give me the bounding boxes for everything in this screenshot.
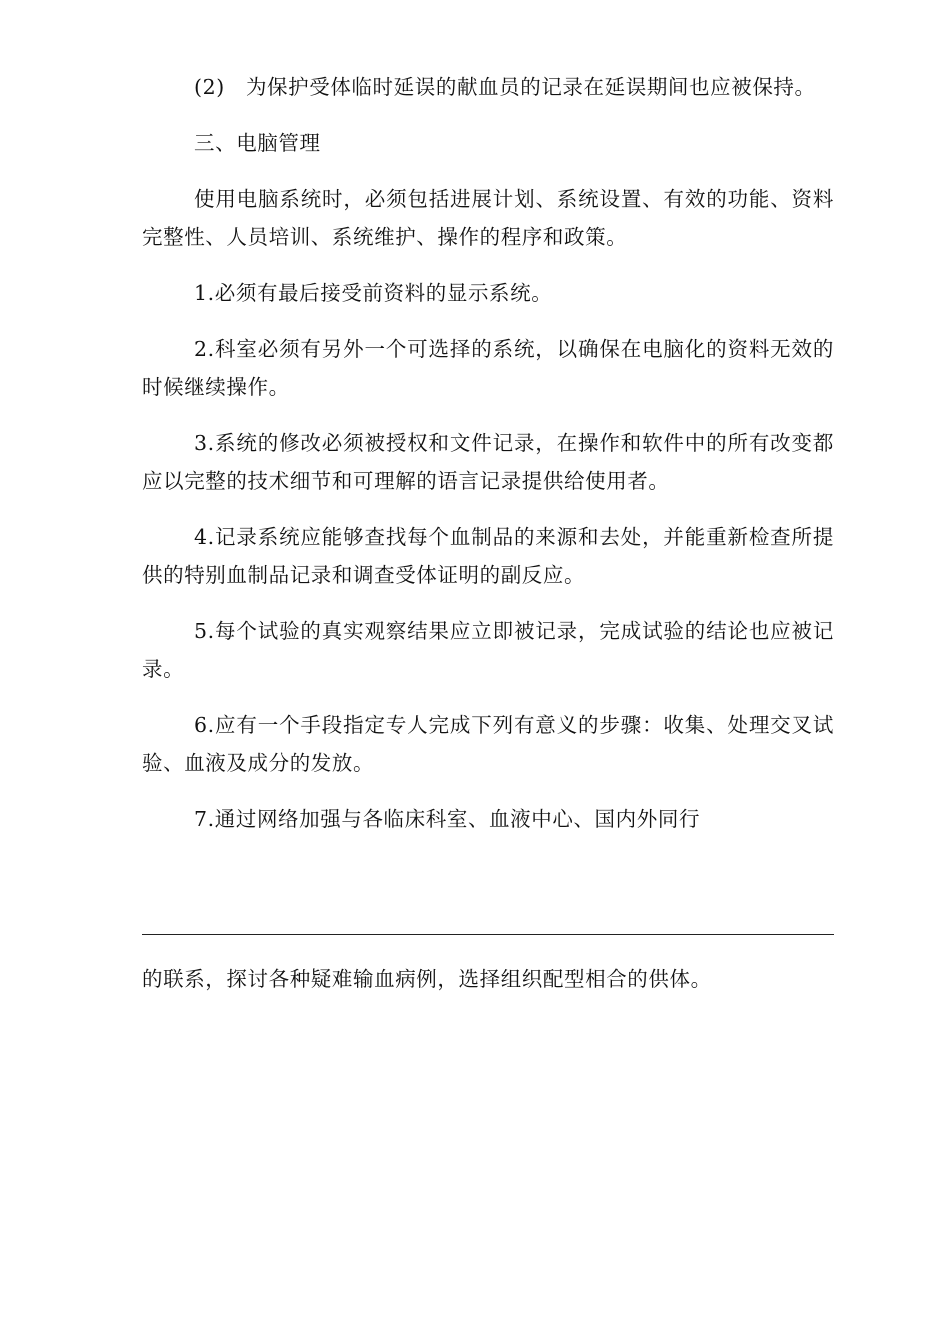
paragraph-item-3: 3.系统的修改必须被授权和文件记录，在操作和软件中的所有改变都应以完整的技术细节和可理解的语言记录提供给使用者。 [142,431,834,493]
section-heading-computer-management: 三、电脑管理 [194,131,321,155]
paragraph-item-7-continuation: 的联系，探讨各种疑难输血病例，选择组织配型相合的供体。 [142,967,712,991]
paragraph-item-4: 4.记录系统应能够查找每个血制品的来源和去处，并能重新检查所提供的特别血制品记录和调查受体证明的副反应。 [142,525,834,587]
page-body [142,68,834,856]
paragraph-item-5: 5.每个试验的真实观察结果应立即被记录，完成试验的结论也应被记录。 [142,619,834,681]
paragraph-donor-record: (2) 为保护受体临时延误的献血员的记录在延误期间也应被保持。 [194,75,816,99]
paragraph-item-1: 1.必须有最后接受前资料的显示系统。 [194,281,553,305]
paragraph-item-2: 2.科室必须有另外一个可选择的系统，以确保在电脑化的资料无效的时候继续操作。 [142,337,834,399]
paragraph-item-7: 7.通过网络加强与各临床科室、血液中心、国内外同行 [194,807,701,831]
paragraph-computer-intro: 使用电脑系统时，必须包括进展计划、系统设置、有效的功能、资料完整性、人员培训、系统维护、操作的程序和政策。 [142,187,834,249]
paragraph-item-6: 6.应有一个手段指定专人完成下列有意义的步骤：收集、处理交叉试验、血液及成分的发放。 [142,713,834,775]
page-break-divider [142,934,834,935]
